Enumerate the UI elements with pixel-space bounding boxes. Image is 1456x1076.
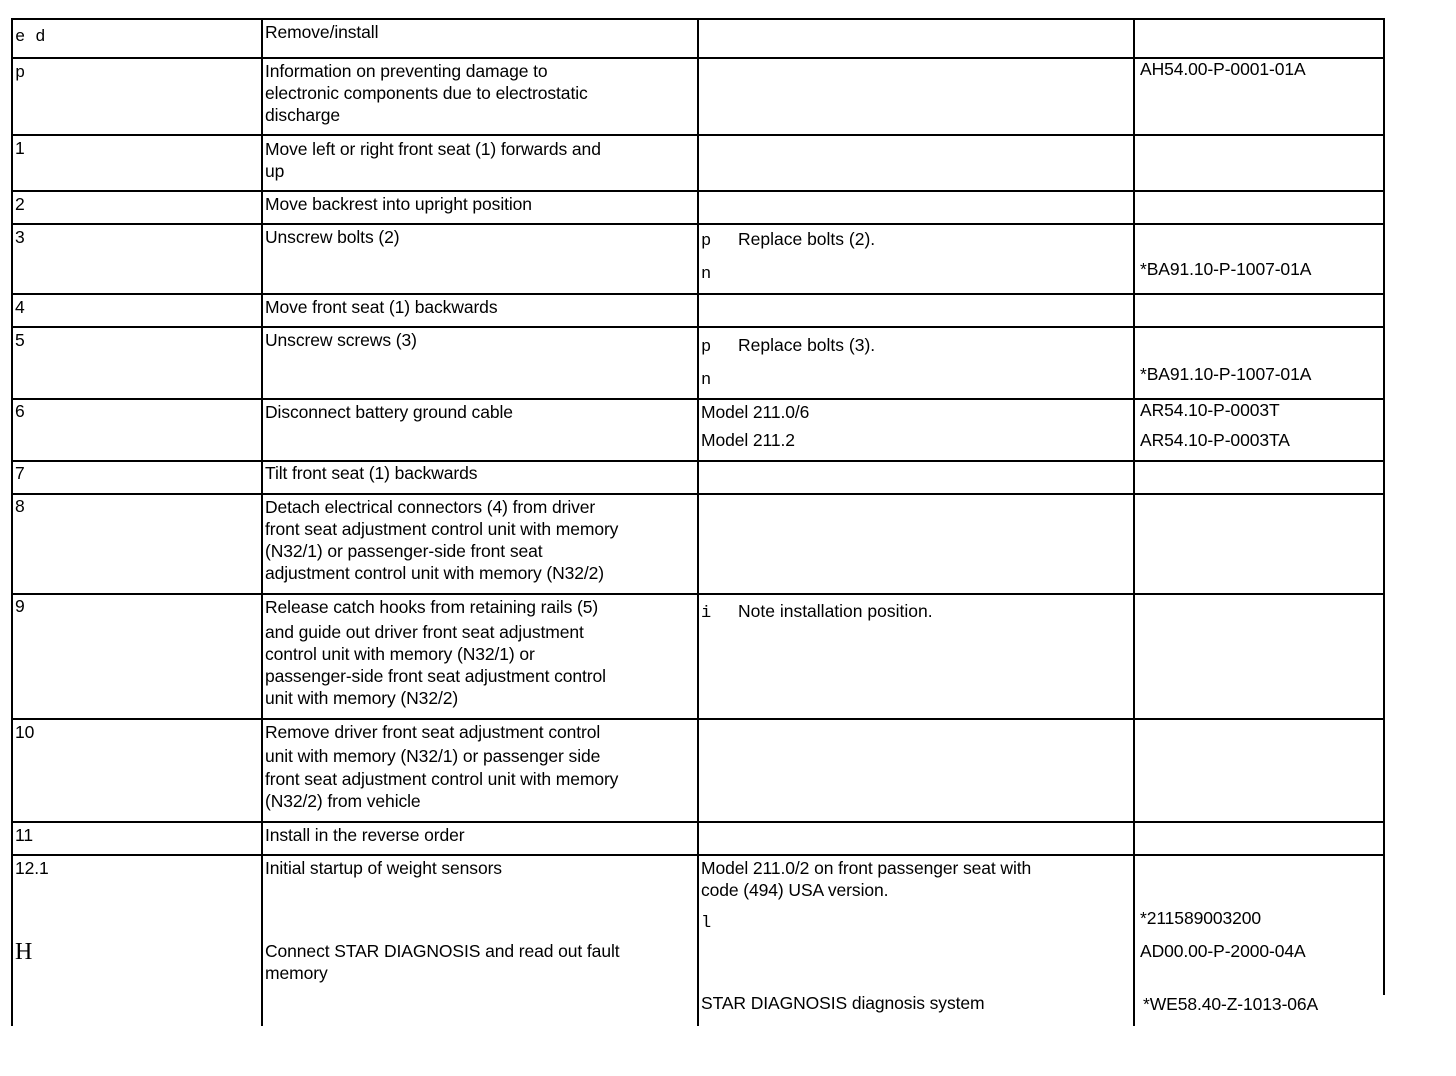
action-text: Install in the reverse order xyxy=(265,825,465,845)
step-label: e d xyxy=(15,28,46,47)
action-text: Connect STAR DIAGNOSIS and read out fault xyxy=(265,941,620,961)
action-text: (N32/2) from vehicle xyxy=(265,791,421,811)
p-symbol-icon: p xyxy=(701,232,712,251)
action-text: Tilt front seat (1) backwards xyxy=(265,463,478,483)
table-column-rule xyxy=(261,18,263,1026)
action-text: adjustment control unit with memory (N32/2) xyxy=(265,563,605,583)
info-icon: i xyxy=(701,604,712,623)
action-text: Initial startup of weight sensors xyxy=(265,858,502,878)
reference-link[interactable]: *BA91.10-P-1007-01A xyxy=(1140,259,1312,279)
action-text: passenger-side front seat adjustment control xyxy=(265,666,606,686)
note-line xyxy=(701,229,875,251)
tool-note: STAR DIAGNOSIS diagnosis system xyxy=(701,993,985,1013)
table-column-rule xyxy=(697,18,699,1026)
note-line xyxy=(701,601,933,623)
reference-link[interactable]: AH54.00-P-0001-01A xyxy=(1140,59,1306,79)
step-label: 8 xyxy=(15,496,25,516)
note-line xyxy=(701,335,875,357)
table-column-rule xyxy=(1383,18,1385,995)
p-symbol-icon: p xyxy=(701,338,712,357)
step-label: 7 xyxy=(15,463,25,483)
reference-link[interactable]: AR54.10-P-0003TA xyxy=(1140,430,1290,450)
action-text: up xyxy=(265,161,285,181)
step-label: 5 xyxy=(15,330,25,350)
action-text: Move front seat (1) backwards xyxy=(265,297,498,317)
action-text: Remove/install xyxy=(265,22,379,42)
step-label: 6 xyxy=(15,401,25,421)
step-label: 3 xyxy=(15,227,25,247)
reference-link[interactable]: AD00.00-P-2000-04A xyxy=(1140,941,1306,961)
action-text: Detach electrical connectors (4) from driver xyxy=(265,497,596,517)
table-column-rule xyxy=(1133,18,1135,1026)
action-text: Unscrew screws (3) xyxy=(265,330,417,350)
action-text: front seat adjustment control unit with memory xyxy=(265,769,619,789)
reference-link[interactable]: AR54.10-P-0003T xyxy=(1140,400,1280,420)
reference-link[interactable]: *211589003200 xyxy=(1140,908,1262,928)
action-text: and guide out driver front seat adjustment xyxy=(265,622,584,642)
step-label: 4 xyxy=(15,297,25,317)
action-text: Move backrest into upright position xyxy=(265,194,532,214)
action-text: (N32/1) or passenger-side front seat xyxy=(265,541,543,561)
action-text: Move left or right front seat (1) forwards and xyxy=(265,139,601,159)
action-text: unit with memory (N32/2) xyxy=(265,688,459,708)
action-text: Disconnect battery ground cable xyxy=(265,402,513,422)
action-text: Unscrew bolts (2) xyxy=(265,227,400,247)
h-symbol-icon: H xyxy=(15,939,33,965)
action-text: electronic components due to electrostatic xyxy=(265,83,588,103)
l-symbol-icon: l xyxy=(701,914,712,933)
step-label: 2 xyxy=(15,194,25,214)
action-text: unit with memory (N32/1) or passenger side xyxy=(265,746,601,766)
model-note: Model 211.2 xyxy=(701,430,795,450)
action-text: front seat adjustment control unit with memory xyxy=(265,519,619,539)
n-symbol-icon: n xyxy=(701,265,712,284)
action-text: Information on preventing damage to xyxy=(265,61,548,81)
reference-link[interactable]: *WE58.40-Z-1013-06A xyxy=(1143,994,1319,1014)
action-text: Remove driver front seat adjustment control xyxy=(265,722,601,742)
model-note: Model 211.0/2 on front passenger seat with xyxy=(701,858,1032,878)
action-text: discharge xyxy=(265,105,340,125)
step-label: 9 xyxy=(15,596,25,616)
step-label: 1 xyxy=(15,138,25,158)
note-text: Replace bolts (3). xyxy=(738,335,876,355)
reference-link[interactable]: *BA91.10-P-1007-01A xyxy=(1140,364,1312,384)
action-text: Release catch hooks from retaining rails (5) xyxy=(265,597,599,617)
step-label: 11 xyxy=(15,825,33,845)
action-text: memory xyxy=(265,963,328,983)
action-text: control unit with memory (N32/1) or xyxy=(265,644,535,664)
step-label: 10 xyxy=(15,722,35,742)
step-label: 12.1 xyxy=(15,858,49,878)
model-note: code (494) USA version. xyxy=(701,880,889,900)
n-symbol-icon: n xyxy=(701,371,712,390)
table-column-rule xyxy=(11,18,13,1026)
note-text: Replace bolts (2). xyxy=(738,229,876,249)
step-label: p xyxy=(15,64,26,83)
note-text: Note installation position. xyxy=(738,601,933,621)
model-note: Model 211.0/6 xyxy=(701,402,810,422)
